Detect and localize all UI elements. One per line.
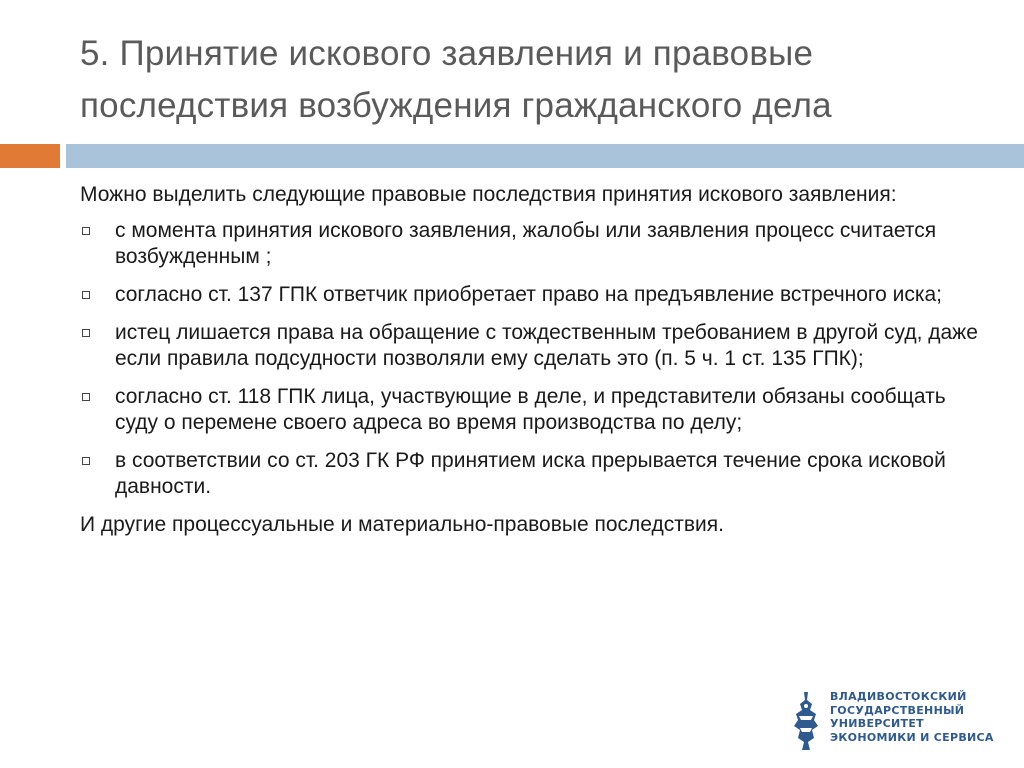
logo-line: ГОСУДАРСТВЕННЫЙ <box>830 703 965 717</box>
outro-paragraph: И другие процессуальные и материально-правовые последствия. <box>80 513 724 536</box>
slide-title <box>80 28 1000 132</box>
list-item <box>80 282 985 308</box>
university-emblem-icon <box>790 690 822 752</box>
square-bullet-icon <box>82 393 90 401</box>
title-line-1: 5. Принятие искового заявления и правовые <box>80 34 814 73</box>
logo-line: ВЛАДИВОСТОКСКИЙ <box>830 690 967 703</box>
logo-line: УНИВЕРСИТЕТ <box>830 717 924 730</box>
list-item-text: согласно ст. 137 ГПК ответчик приобретает право на предъявление встречного иска; <box>115 283 943 306</box>
list-item <box>80 384 985 436</box>
square-bullet-icon <box>82 227 90 235</box>
bullet-list <box>80 218 985 500</box>
list-item-text: согласно ст. 118 ГПК лица, участвующие в деле, и представители обязаны сообщать суду о перемене своего адреса во время производства по делу; <box>115 385 946 434</box>
accent-bar-blue <box>66 144 1024 168</box>
university-logo <box>790 690 1010 752</box>
list-item-text: истец лишается права на обращение с тождественным требованием в другой суд, даже если правила подсудности позволяли ему сделать это (п. 5 ч. 1 ст. 135 ГПК); <box>115 321 978 370</box>
logo-text <box>830 690 994 744</box>
list-item-text: в соответствии со ст. 203 ГК РФ принятием иска прерывается течение срока исковой давности. <box>115 449 946 498</box>
square-bullet-icon <box>82 291 90 299</box>
list-item <box>80 320 985 372</box>
square-bullet-icon <box>82 329 90 337</box>
title-line-2: последствия возбуждения гражданского дела <box>80 86 832 125</box>
logo-line: ЭКОНОМИКИ И СЕРВИСА <box>830 730 994 744</box>
slide-body <box>80 182 985 548</box>
accent-bar-orange <box>0 144 60 168</box>
list-item-text: с момента принятия искового заявления, жалобы или заявления процесс считается возбужденным ; <box>115 219 937 268</box>
square-bullet-icon <box>82 457 90 465</box>
list-item <box>80 218 985 270</box>
intro-paragraph: Можно выделить следующие правовые последствия принятия искового заявления: <box>80 183 897 206</box>
list-item <box>80 448 985 500</box>
